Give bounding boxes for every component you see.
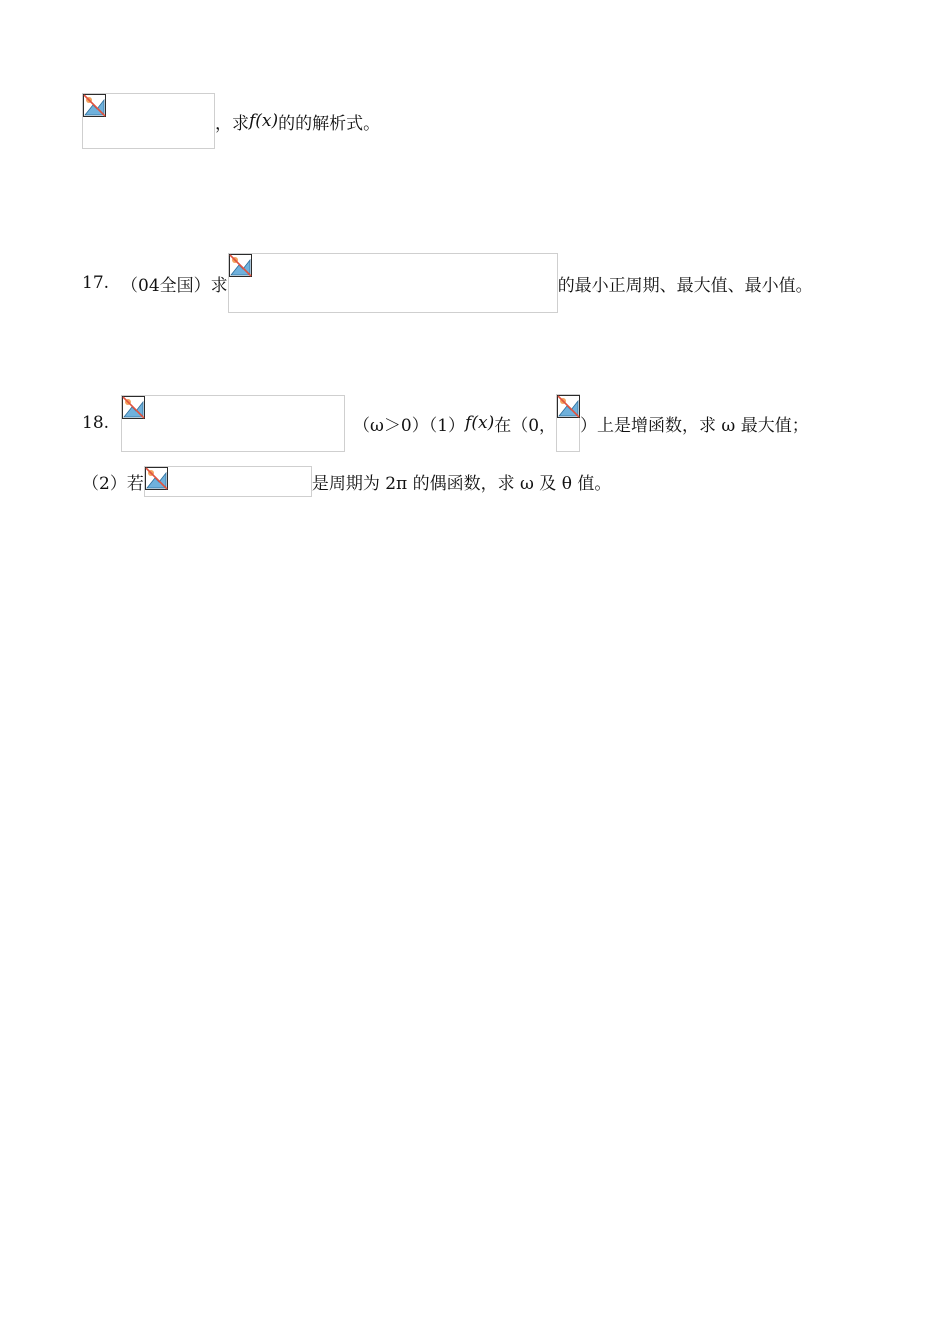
problem-18-part2-text: 是周期为 2π 的偶函数，求 ω 及 θ 值。 [311,474,612,494]
problem-18-interval-text: 在（0， [494,415,557,436]
problem-16-text-after: 的的解析式。 [278,113,381,134]
function-f-symbol: f [249,111,256,131]
function-x-symbol: (x) [471,413,495,433]
problem-17-line [82,253,813,313]
problem-17-number: 17. [82,273,110,293]
formula-image-18a [121,395,345,452]
broken-image-icon [122,396,145,419]
problem-18-condition: （ω＞0）（1） [353,415,466,436]
function-f-symbol: f [465,413,472,433]
broken-image-icon [557,395,580,418]
problem-18-line-2 [82,466,611,497]
function-x-symbol: (x) [255,111,279,131]
problem-17-text-after: 的最小正周期、最大值、最小值。 [557,275,813,296]
problem-18-number: 18. [82,413,110,433]
formula-image-18b [556,394,580,452]
problem-17-source: （04全国）求 [121,275,228,296]
formula-image-17 [228,253,558,313]
problem-18-text-after: ）上是增函数，求 ω 最大值； [580,415,809,436]
broken-image-icon [145,467,168,490]
problem-16-text-before: ，求 [215,113,249,134]
formula-image-16 [82,93,215,149]
problem-18-part2-label: （2）若 [82,474,144,494]
problem-18-line-1 [82,394,809,452]
formula-image-18c [144,466,312,497]
broken-image-icon [83,94,106,117]
broken-image-icon [229,254,252,277]
problem-16-line [82,93,380,149]
